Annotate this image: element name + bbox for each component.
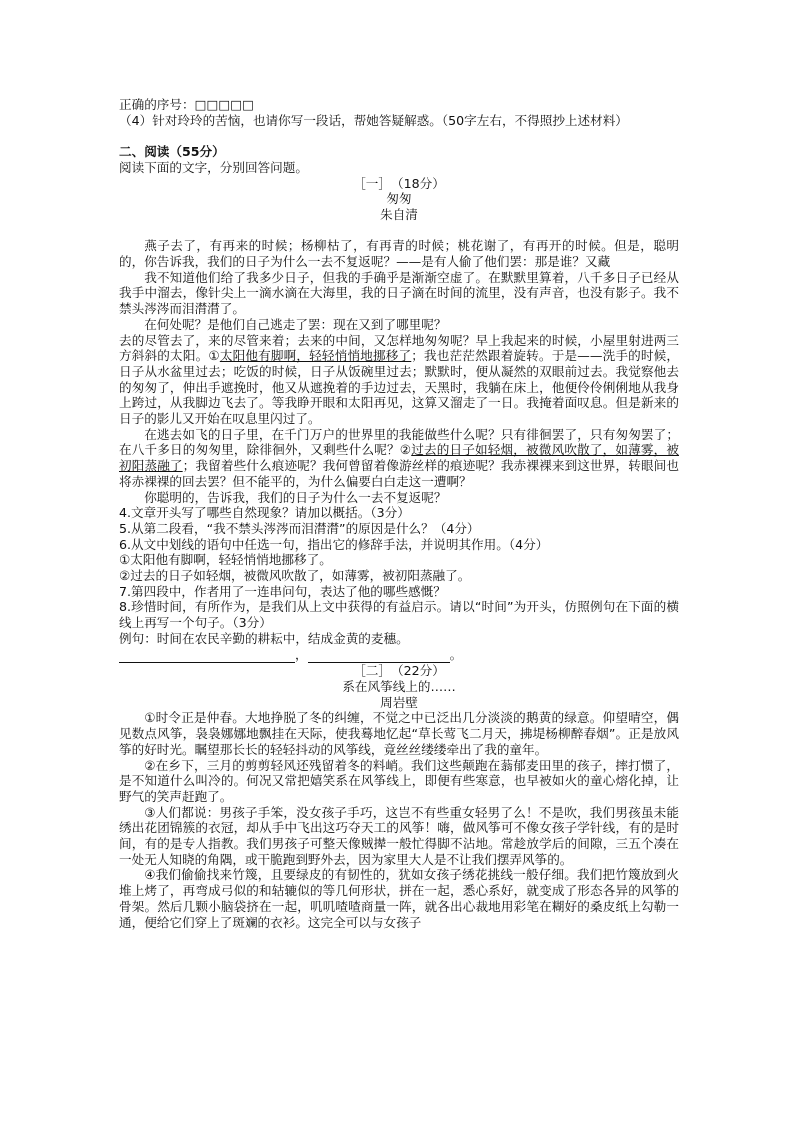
answer-blank-row xyxy=(119,647,679,664)
passage-2-label: ［二］ （22分） xyxy=(353,663,445,679)
passage-2-paragraph-4: ④我们偷偷找来竹篾，且要绿皮的有韧性的，犹如女孩子绣花挑线一般仔细。我们把竹篾放到火堆上烤了，再弯成弓似的和轱辘似的等几何形状，拼在一起，悉心系好，就变成了形态各异的风筝的骨架。然后几颗小脑袋挤在一起，叽叽喳喳商量一阵，就各出心裁地用彩笔在糊好的桑皮纸上勾勒一通，便给它们穿上了斑斓的衣衫。这完全可以与女孩子 xyxy=(119,867,679,930)
paragraph-text: 去的尽管去了，来的尽管来着；去来的中间，又怎样地匆匆呢？早上我起来的时候，小屋里射进两三方斜斜的太阳。① xyxy=(119,332,679,364)
section-instruction: 阅读下面的文字，分别回答问题。 xyxy=(119,159,308,175)
question-7: 7.第四段中，作者用了一连串问句，表达了他的哪些感慨？ xyxy=(119,583,446,599)
passage-1-paragraph-1: 燕子去了，有再来的时候；杨柳枯了，有再青的时候；桃花谢了，有再开的时候。但是，聪明的，你告诉我，我们的日子为什么一去不复返呢？——是有人偷了他们罢：那是谁？又藏 xyxy=(119,238,679,269)
paragraph-text: ；我留着些什么痕迹呢？我何曾留着像游丝样的痕迹呢？我赤裸裸来到这世界，转眼间也将赤裸裸的回去罢？但不能平的，为什么偏要白白走这一遭啊？ xyxy=(119,458,680,489)
blank-separator: ， xyxy=(295,646,308,662)
passage-1-paragraph-2: 我不知道他们给了我多少日子，但我的手确乎是渐渐空虚了。在默默里算着，八千多日子已经从我手中溜去，像针尖上一滴水滴在大海里，我的日子滴在时间的流里，没有声音，也没有影子。我不禁头涔涔而泪潸潸了。 xyxy=(119,269,679,317)
passage-1-paragraph-4 xyxy=(119,427,679,490)
passage-2-title: 系在风筝线上的…… xyxy=(342,678,456,694)
answer-prompt: 正确的序号：□□□□□ xyxy=(119,97,255,112)
paragraph-text: 在逃去如飞的日子里，在千门万户的世界里的我能做些什么呢？只有徘徊罢了，只有匆匆罢了；在八千多日的匆匆里，除徘徊外，又剩些什么呢？② xyxy=(119,426,679,458)
underlined-sentence-1: 太阳他有脚啊，轻轻悄悄地挪移了 xyxy=(219,348,412,364)
section-heading: 二、阅读（55分） xyxy=(119,144,225,160)
passage-1-author: 朱自清 xyxy=(380,206,418,222)
example-sentence: 例句：时间在农民辛勤的耕耘中，结成金黄的麦穗。 xyxy=(119,630,409,646)
question-4-prompt: （4）针对玲玲的苦恼，也请你写一段话，帮她答疑解惑。（50字左右，不得照抄上述材料） xyxy=(119,112,628,128)
passage-2-author: 周岩壁 xyxy=(380,694,418,710)
passage-2-paragraph-1: ①时令正是仲春。大地挣脱了冬的纠缠，不觉之中已泛出几分淡淡的鹅黄的绿意。仰望晴空，偶见数点风筝，袅袅娜娜地飘挂在天际，使我蓦地忆起“草长莺飞二月天，拂堤杨柳醉春烟”。正是放风筝的好时光。瞩望那长长的轻轻抖动的风筝线，竟丝丝缕缕牵出了我的童年。 xyxy=(119,710,679,757)
blank-terminator: 。 xyxy=(449,646,463,662)
answer-blank-1[interactable] xyxy=(119,647,295,664)
question-6-option-2: ②过去的日子如轻烟，被微风吹散了，如薄雾，被初阳蒸融了。 xyxy=(119,568,471,584)
passage-2-paragraph-2: ②在乡下，三月的剪剪轻风还残留着冬的料峭。我们这些颠跑在蓊郁麦田里的孩子，摔打惯了，是不知道什么叫冷的。何况又常把嬉笑系在风筝线上，即便有些寒意，也早被如火的童心熔化掉，让野气的笑声赶跑了。 xyxy=(119,757,679,804)
question-4: 4.文章开头写了哪些自然现象？请加以概括。（3分） xyxy=(119,505,410,521)
question-5: 5.从第二段看，“我不禁头涔涔而泪潸潸”的原因是什么？（4分） xyxy=(119,520,480,536)
question-6: 6.从文中划线的语句中任选一句，指出它的修辞手法，并说明其作用。（4分） xyxy=(119,536,549,552)
passage-1-title: 匆匆 xyxy=(386,191,412,207)
passage-1-label: ［一］ （18分） xyxy=(353,175,445,191)
answer-blank-2[interactable] xyxy=(308,647,450,664)
passage-1-paragraph-3 xyxy=(119,333,679,427)
question-8: 8.珍惜时间，有所作为，是我们从上文中获得的有益启示。请以“时间”为开头，仿照例句在下面的横线上再写一个句子。（3分） xyxy=(119,599,679,631)
question-6-option-1: ①太阳他有脚啊，轻轻悄悄地挪移了。 xyxy=(119,552,332,568)
underlined-sentence-2: 过去的日子如轻烟，被微风吹散了，如薄雾，被初阳蒸融了 xyxy=(119,442,680,474)
passage-2-paragraph-3: ③人们都说：男孩子手笨，没女孩子手巧，这岂不有些重女轻男了么！不是吹，我们男孩虽未能绣出花团锦簇的衣冠，却从手中飞出这巧夺天工的风筝！嗨，做风筝可不像女孩子学针线，有的是时间，有的是专人指教。我们男孩子可整天像贼撵一般忙得脚不沾地。常趁放学后的间隙，三五个凑在一处无人知晓的角隅，或干脆跑到野外去，因为家里大人是不让我们摆弄风筝的。 xyxy=(119,804,679,867)
paragraph-text: ；我也茫茫然跟着旋转。于是——洗手的时候，日子从水盆里过去；吃饭的时候，日子从饭碗里过去；默默时，便从凝然的双眼前过去。我觉察他去的匆匆了，伸出手遮挽时，他又从遮挽着的手边过去，天黑时，我躺在床上，他便伶伶俐俐地从我身上跨过，从我脚边飞去了。等我睁开眼和太阳再见，这算又溜走了一日。我掩着面叹息。但是新来的日子的影儿又开始在叹息里闪过了。 xyxy=(119,348,679,427)
passage-1-paragraph-5: 你聪明的，告诉我，我们的日子为什么一去不复返呢？ xyxy=(144,489,447,505)
passage-1-paragraph-3-lead: 在何处呢？是他们自己逃走了罢：现在又到了哪里呢？ xyxy=(144,316,447,332)
exam-page xyxy=(119,97,679,930)
